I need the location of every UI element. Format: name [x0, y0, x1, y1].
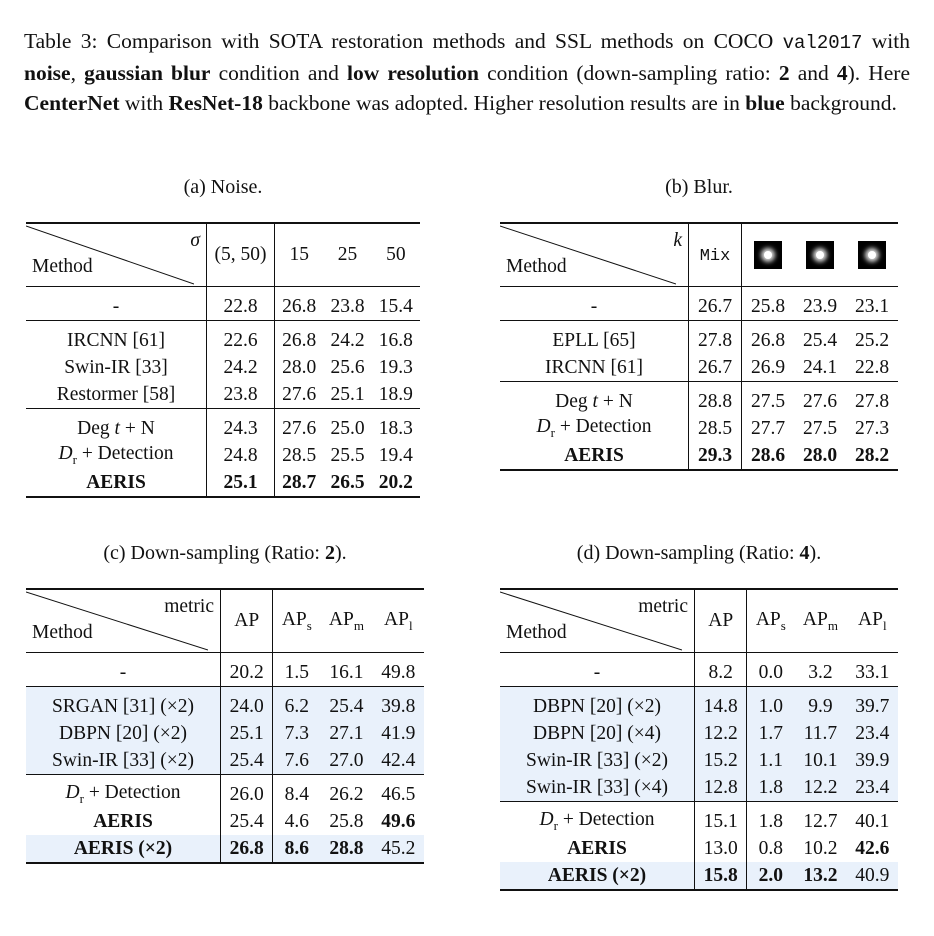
value-cell: 26.8: [221, 835, 273, 863]
value-cell: 27.3: [854, 417, 890, 439]
value-cell: 13.2: [794, 862, 846, 890]
math-var: D: [536, 416, 551, 438]
value-cell: 9.9: [794, 687, 846, 721]
value-cell: 23.8: [323, 287, 371, 321]
value-cell: 28.8: [320, 835, 372, 863]
math-var: D: [539, 809, 554, 831]
value-cell: 25.0: [323, 409, 371, 443]
value-cell: 24.0: [221, 687, 273, 721]
method-cell: Swin-IR [33] (×4): [500, 774, 695, 802]
math-sub: r: [550, 424, 555, 440]
method-cell: Restormer [58]: [56, 383, 176, 405]
value-cell: 28.8: [689, 382, 742, 416]
kernel-spot: [816, 251, 824, 259]
value-cell: 22.6: [207, 321, 275, 355]
kernel-spot: [868, 251, 876, 259]
value-cell: 20.2: [221, 653, 273, 687]
method-cell: -: [26, 287, 207, 321]
value-cell: 26.8: [275, 287, 324, 321]
value-cell: 25.6: [330, 356, 365, 378]
caption-text: ,: [70, 61, 85, 85]
value-cell: 25.1: [330, 383, 365, 405]
caption-text: with: [862, 29, 910, 53]
math-sub: r: [79, 790, 84, 806]
table-row: [26, 321, 420, 355]
value-cell: 11.7: [794, 720, 846, 747]
corner-symbol: σ: [190, 230, 200, 251]
math-sub: r: [72, 451, 77, 467]
header-row: [26, 589, 424, 653]
value-cell: 26.2: [320, 775, 372, 809]
method-cell: Swin-IR [33] (×2): [26, 747, 221, 775]
method-cell: Deg t + N: [500, 382, 689, 416]
value-cell: 25.5: [330, 444, 365, 466]
caption-bold: 4: [836, 61, 848, 85]
value-cell: 27.5: [742, 382, 795, 416]
corner-cell: [500, 223, 689, 287]
value-cell: 19.4: [378, 444, 413, 466]
corner-symbol: k: [673, 230, 682, 251]
column-header: 50: [372, 223, 420, 287]
value-cell: 0.0: [747, 653, 794, 687]
value-cell: 8.6: [273, 835, 320, 863]
table-row: [500, 415, 898, 442]
value-cell: 12.2: [794, 774, 846, 802]
value-cell: 25.4: [794, 321, 846, 355]
value-cell: 1.1: [747, 747, 794, 774]
method-cell: AERIS: [93, 810, 153, 832]
table-row: [500, 354, 898, 382]
table-downsample-2: [26, 588, 424, 864]
value-cell: 39.8: [373, 687, 424, 721]
math-var: D: [58, 443, 73, 465]
value-cell: 8.4: [273, 775, 320, 809]
value-cell: 1.5: [273, 653, 320, 687]
value-cell: 49.6: [381, 810, 416, 832]
value-cell: 27.6: [275, 409, 324, 443]
value-cell: 26.0: [221, 775, 273, 809]
table-downsample-4: [500, 588, 898, 891]
value-cell: 15.1: [695, 802, 747, 836]
method-cell: Swin-IR [33]: [64, 356, 168, 378]
value-cell: 25.8: [742, 287, 795, 321]
math-var: D: [65, 782, 80, 804]
table-row: [500, 720, 898, 747]
value-cell: 12.2: [695, 720, 747, 747]
column-header: AP: [221, 589, 273, 653]
method-cell: Deg t + N: [26, 409, 207, 443]
column-header: $AP_s$: [747, 589, 794, 653]
table-row: [26, 653, 424, 687]
value-cell: 24.2: [207, 354, 275, 381]
method-cell: AERIS (×2): [26, 835, 221, 863]
subcaption-c: [26, 542, 424, 565]
value-cell: 25.2: [846, 321, 898, 355]
subcaption-text: ).: [809, 542, 822, 564]
method-cell: AERIS: [26, 469, 207, 497]
table-row: [500, 802, 898, 836]
caption-bold: gaussian blur: [84, 61, 211, 85]
value-cell: 40.1: [847, 802, 898, 836]
subcaption-bold: 2: [324, 542, 335, 564]
value-cell: 49.8: [373, 653, 424, 687]
method-cell: -: [500, 653, 695, 687]
math-sub: r: [553, 817, 558, 833]
method-cell: IRCNN [61]: [26, 321, 207, 355]
column-header: 15: [275, 223, 324, 287]
value-cell: 7.3: [273, 720, 320, 747]
value-cell: 25.8: [329, 810, 364, 832]
table-row: [26, 469, 420, 497]
table-row: [26, 775, 424, 809]
column-header: [846, 223, 898, 287]
value-cell: 27.1: [320, 720, 372, 747]
table-row: [500, 321, 898, 355]
blur-kernel-icon: [754, 241, 782, 269]
value-cell: 28.7: [275, 469, 324, 497]
value-cell: 1.0: [747, 687, 794, 721]
method-cell: $D_r$ + Detection: [26, 775, 221, 809]
value-cell: 18.9: [378, 383, 413, 405]
method-cell: DBPN [20] (×2): [500, 687, 695, 721]
caption-text: Table 3: Comparison with SOTA restoration methods and SSL methods on COCO: [24, 29, 783, 53]
column-header: $AP_l$: [373, 589, 424, 653]
subcaption-text: (c) Down-sampling (Ratio:: [103, 542, 325, 564]
value-cell: 25.1: [221, 720, 273, 747]
mix-label: Mix: [699, 247, 731, 266]
caption-text: with: [119, 91, 169, 115]
metric-sub: m: [353, 617, 364, 633]
table-caption: [24, 26, 910, 118]
header-row: [500, 223, 898, 287]
table-row: [26, 747, 424, 775]
value-cell: 28.0: [275, 354, 324, 381]
corner-cell: [26, 223, 207, 287]
value-cell: 27.5: [803, 417, 838, 439]
value-cell: 33.1: [847, 653, 898, 687]
corner-symbol: metric: [638, 596, 688, 617]
table-row: [500, 774, 898, 802]
value-cell: 23.8: [207, 381, 275, 409]
table-row: [500, 653, 898, 687]
caption-bold: ResNet-18: [168, 91, 263, 115]
table-row: [500, 287, 898, 321]
value-cell: 16.8: [372, 321, 420, 355]
caption-bold: 2: [778, 61, 790, 85]
table-noise: [26, 222, 420, 498]
method-cell: $D_r$ + Detection: [58, 443, 174, 467]
method-cell: DBPN [20] (×4): [500, 720, 695, 747]
subcaption-text: ).: [334, 542, 347, 564]
value-cell: 27.8: [689, 321, 742, 355]
caption-code: val2017: [782, 32, 863, 54]
value-cell: 22.8: [207, 287, 275, 321]
column-header: AP: [695, 589, 747, 653]
value-cell: 10.2: [803, 837, 838, 859]
value-cell: 27.0: [320, 747, 372, 775]
value-cell: 28.2: [846, 442, 898, 470]
column-header: [794, 223, 846, 287]
value-cell: 8.2: [695, 653, 747, 687]
value-cell: 19.3: [378, 356, 413, 378]
value-cell: 28.0: [794, 442, 846, 470]
subcaption-b: (b) Blur.: [665, 176, 733, 198]
column-header: $AP_l$: [847, 589, 898, 653]
value-cell: 1.8: [747, 802, 794, 836]
value-cell: 28.6: [742, 442, 795, 470]
value-cell: 26.7: [689, 287, 742, 321]
value-cell: 40.9: [847, 862, 898, 890]
table-row: [26, 720, 424, 747]
caption-bold: CenterNet: [24, 91, 120, 115]
table-row: [26, 687, 424, 721]
table-row: [500, 442, 898, 470]
table-row: [26, 409, 420, 443]
value-cell: 18.3: [372, 409, 420, 443]
caption-text: backbone was adopted. Higher resolution results are in: [262, 91, 746, 115]
value-cell: 15.2: [695, 747, 747, 774]
caption-text: and: [789, 61, 837, 85]
value-cell: 41.9: [373, 720, 424, 747]
math-var: t: [592, 390, 598, 412]
value-cell: 4.6: [273, 808, 320, 835]
value-cell: 25.4: [221, 747, 273, 775]
value-cell: 7.6: [273, 747, 320, 775]
column-header: $AP_m$: [794, 589, 846, 653]
method-cell: SRGAN [31] (×2): [26, 687, 221, 721]
value-cell: 22.8: [854, 356, 890, 378]
value-cell: 15.4: [372, 287, 420, 321]
column-header: [742, 223, 795, 287]
method-cell: Swin-IR [33] (×2): [500, 747, 695, 774]
value-cell: 39.7: [847, 687, 898, 721]
value-cell: 3.2: [794, 653, 846, 687]
method-cell: IRCNN [61]: [544, 356, 644, 378]
method-cell: DBPN [20] (×2): [26, 720, 221, 747]
corner-cell: [500, 589, 695, 653]
blur-kernel-icon: [806, 241, 834, 269]
value-cell: 24.3: [207, 409, 275, 443]
table-row: [26, 354, 420, 381]
value-cell: 39.9: [847, 747, 898, 774]
value-cell: 20.2: [372, 469, 420, 497]
value-cell: 27.8: [846, 382, 898, 416]
value-cell: 28.5: [275, 442, 324, 469]
column-header: 25: [323, 223, 371, 287]
table-row: [500, 862, 898, 890]
value-cell: 12.8: [695, 774, 747, 802]
caption-bold: low resolution: [347, 61, 479, 85]
value-cell: 23.9: [794, 287, 846, 321]
corner-method: Method: [32, 256, 93, 277]
value-cell: 27.6: [794, 382, 846, 416]
value-cell: 16.1: [320, 653, 372, 687]
value-cell: 27.6: [275, 381, 324, 409]
value-cell: 25.4: [320, 687, 372, 721]
column-header: [689, 223, 742, 287]
value-cell: 2.0: [747, 862, 794, 890]
method-cell: $D_r$ + Detection: [536, 416, 652, 440]
caption-text: background.: [784, 91, 897, 115]
column-header: (5, 50): [207, 223, 275, 287]
caption-text: condition and: [210, 61, 348, 85]
value-cell: 6.2: [273, 687, 320, 721]
subcaption-text: (d) Down-sampling (Ratio:: [576, 542, 800, 564]
value-cell: 0.8: [747, 835, 794, 862]
value-cell: 24.1: [803, 356, 838, 378]
corner-method: Method: [506, 622, 567, 643]
value-cell: 23.1: [846, 287, 898, 321]
value-cell: 26.7: [689, 354, 742, 382]
header-row: [500, 589, 898, 653]
value-cell: 46.5: [373, 775, 424, 809]
value-cell: 25.4: [221, 808, 273, 835]
method-cell: -: [500, 287, 689, 321]
value-cell: 45.2: [373, 835, 424, 863]
value-cell: 42.4: [373, 747, 424, 775]
table-row: [26, 835, 424, 863]
value-cell: 1.7: [747, 720, 794, 747]
metric-sub: s: [306, 617, 312, 633]
table-row: [26, 287, 420, 321]
subcaption-d: [500, 542, 898, 565]
value-cell: 13.0: [695, 835, 747, 862]
table-row: [26, 442, 420, 469]
value-cell: 25.1: [207, 469, 275, 497]
table-row: [26, 381, 420, 409]
metric-sub: l: [882, 617, 887, 633]
method-cell: EPLL [65]: [500, 321, 689, 355]
metric-sub: m: [827, 617, 838, 633]
value-cell: 23.4: [847, 720, 898, 747]
table-row: [500, 835, 898, 862]
metric-sub: s: [780, 617, 786, 633]
value-cell: 42.6: [855, 837, 890, 859]
header-row: [26, 223, 420, 287]
value-cell: 24.8: [207, 442, 275, 469]
blur-kernel-icon: [858, 241, 886, 269]
math-var: t: [114, 417, 120, 439]
corner-cell: [26, 589, 221, 653]
column-header: $AP_m$: [320, 589, 372, 653]
value-cell: 1.8: [747, 774, 794, 802]
method-cell: -: [26, 653, 221, 687]
table-row: [500, 747, 898, 774]
method-cell: AERIS: [567, 837, 627, 859]
method-cell: AERIS: [500, 442, 689, 470]
value-cell: 24.2: [323, 321, 371, 355]
method-cell: AERIS (×2): [500, 862, 695, 890]
value-cell: 26.9: [742, 354, 795, 382]
corner-method: Method: [506, 256, 567, 277]
column-header: $AP_s$: [273, 589, 320, 653]
method-cell: $D_r$ + Detection: [500, 802, 695, 836]
value-cell: 10.1: [794, 747, 846, 774]
value-cell: 23.4: [847, 774, 898, 802]
value-cell: 26.5: [323, 469, 371, 497]
corner-method: Method: [32, 622, 93, 643]
value-cell: 26.8: [275, 321, 324, 355]
metric-sub: l: [408, 617, 413, 633]
table-row: [26, 808, 424, 835]
corner-symbol: metric: [164, 596, 214, 617]
caption-bold: blue: [745, 91, 785, 115]
value-cell: 15.8: [695, 862, 747, 890]
kernel-spot: [764, 251, 772, 259]
value-cell: 29.3: [689, 442, 742, 470]
value-cell: 27.7: [742, 415, 795, 442]
value-cell: 28.5: [689, 415, 742, 442]
table-row: [500, 687, 898, 721]
value-cell: 26.8: [742, 321, 795, 355]
caption-text: ). Here: [847, 61, 911, 85]
value-cell: 14.8: [695, 687, 747, 721]
subcaption-bold: 4: [799, 542, 810, 564]
table-blur: [500, 222, 898, 471]
table-row: [500, 382, 898, 416]
caption-bold: noise: [24, 61, 71, 85]
caption-text: condition (down-sampling ratio:: [478, 61, 779, 85]
value-cell: 12.7: [794, 802, 846, 836]
subcaption-a: (a) Noise.: [183, 176, 263, 198]
